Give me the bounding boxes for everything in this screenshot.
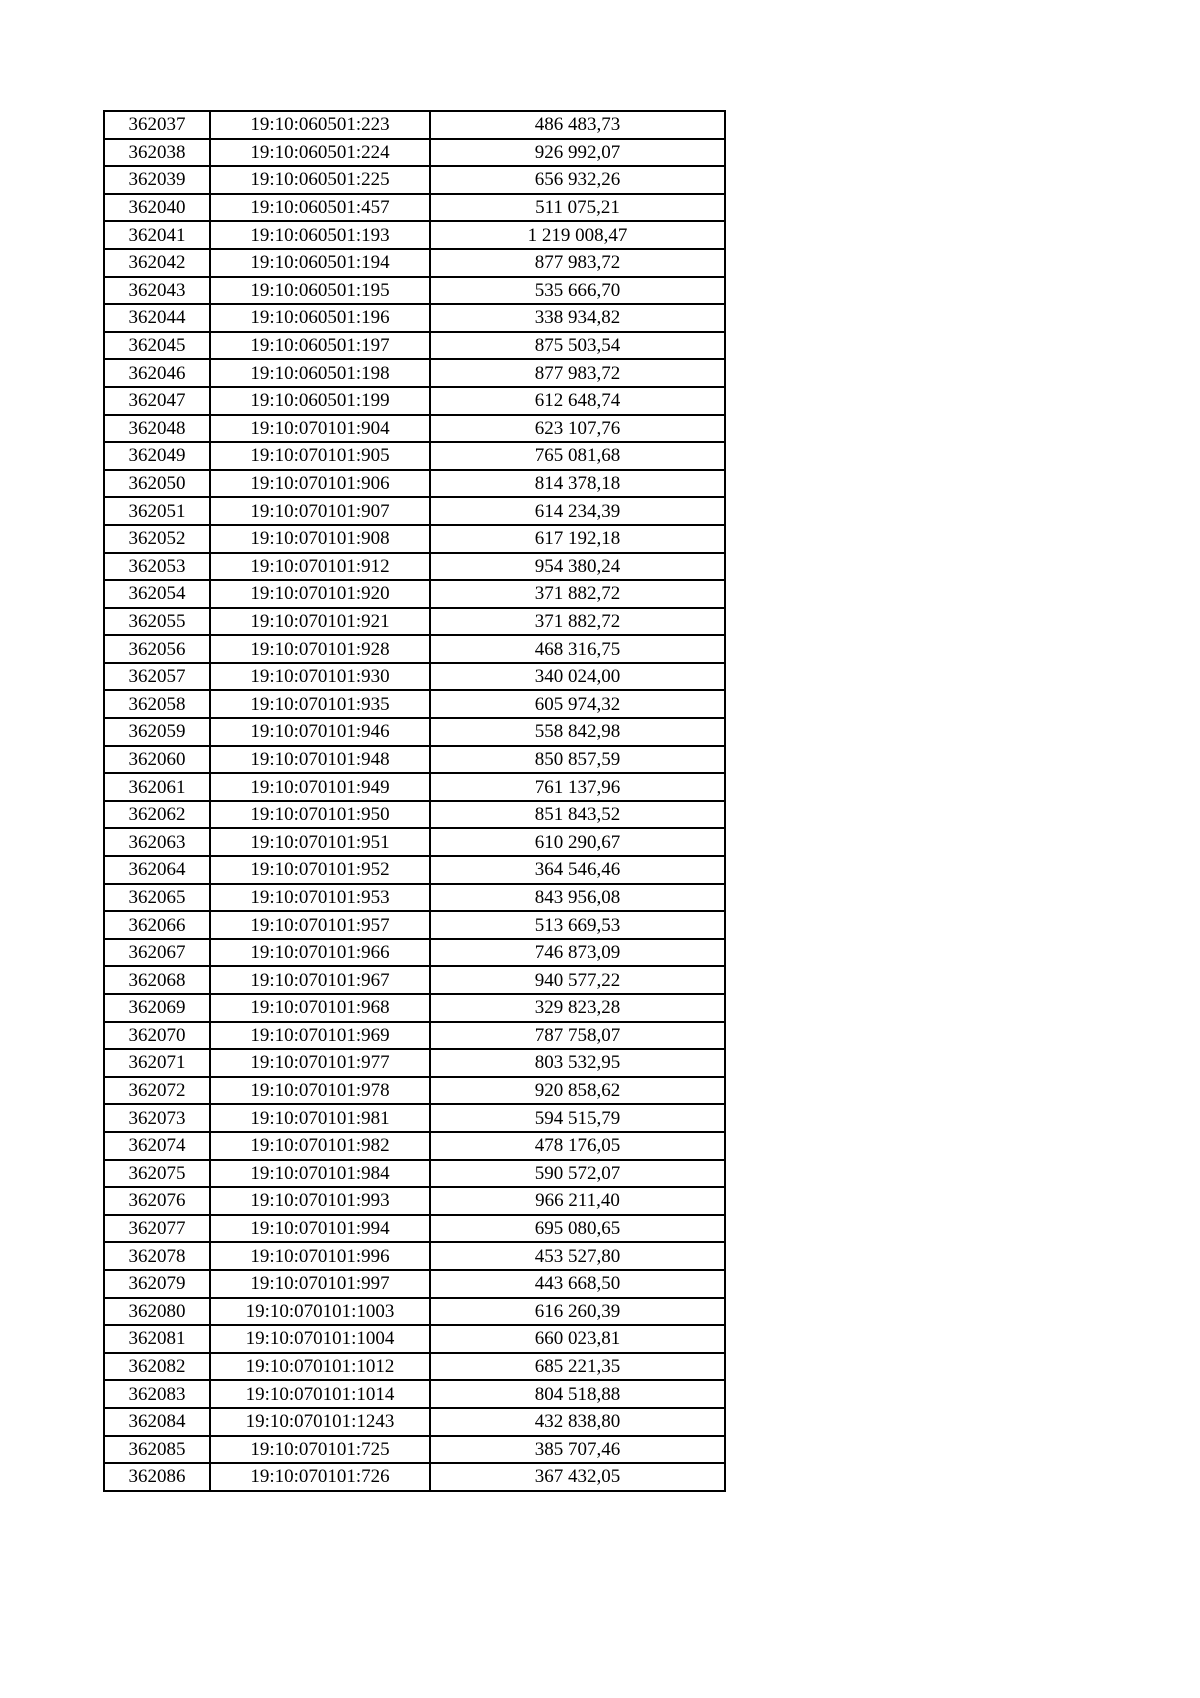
cadastral-number-cell: 19:10:070101:930 — [210, 663, 430, 691]
table-row — [104, 663, 725, 691]
cadastral-number-cell: 19:10:070101:726 — [210, 1463, 430, 1491]
value-cell: 511 075,21 — [430, 194, 725, 222]
cadastral-number-cell: 19:10:070101:904 — [210, 415, 430, 443]
table-row — [104, 1270, 725, 1298]
value-cell: 558 842,98 — [430, 718, 725, 746]
table-row — [104, 470, 725, 498]
table-row — [104, 194, 725, 222]
cadastral-number-cell: 19:10:070101:968 — [210, 994, 430, 1022]
value-cell: 875 503,54 — [430, 332, 725, 360]
value-cell: 617 192,18 — [430, 525, 725, 553]
row-number-cell: 362085 — [104, 1436, 210, 1464]
row-number-cell: 362056 — [104, 635, 210, 663]
table-row — [104, 580, 725, 608]
value-cell: 590 572,07 — [430, 1160, 725, 1188]
table-row — [104, 1022, 725, 1050]
table-row — [104, 718, 725, 746]
table-row — [104, 1436, 725, 1464]
row-number-cell: 362071 — [104, 1049, 210, 1077]
row-number-cell: 362059 — [104, 718, 210, 746]
cadastral-number-cell: 19:10:070101:981 — [210, 1104, 430, 1132]
cadastral-number-cell: 19:10:070101:935 — [210, 690, 430, 718]
row-number-cell: 362043 — [104, 277, 210, 305]
cadastral-number-cell: 19:10:070101:921 — [210, 608, 430, 636]
value-cell: 371 882,72 — [430, 580, 725, 608]
table-row — [104, 801, 725, 829]
value-cell: 877 983,72 — [430, 359, 725, 387]
value-cell: 746 873,09 — [430, 939, 725, 967]
value-cell: 486 483,73 — [430, 111, 725, 139]
cadastral-value-table — [103, 110, 726, 1492]
row-number-cell: 362082 — [104, 1353, 210, 1381]
row-number-cell: 362081 — [104, 1325, 210, 1353]
row-number-cell: 362064 — [104, 856, 210, 884]
row-number-cell: 362080 — [104, 1298, 210, 1326]
row-number-cell: 362054 — [104, 580, 210, 608]
cadastral-number-cell: 19:10:070101:978 — [210, 1077, 430, 1105]
value-cell: 614 234,39 — [430, 497, 725, 525]
table-row — [104, 1353, 725, 1381]
row-number-cell: 362065 — [104, 884, 210, 912]
table-row — [104, 1215, 725, 1243]
table-row — [104, 966, 725, 994]
value-cell: 443 668,50 — [430, 1270, 725, 1298]
table-row — [104, 911, 725, 939]
row-number-cell: 362078 — [104, 1242, 210, 1270]
cadastral-number-cell: 19:10:070101:952 — [210, 856, 430, 884]
table-row — [104, 828, 725, 856]
row-number-cell: 362049 — [104, 442, 210, 470]
value-cell: 966 211,40 — [430, 1187, 725, 1215]
value-cell: 385 707,46 — [430, 1436, 725, 1464]
value-cell: 453 527,80 — [430, 1242, 725, 1270]
cadastral-number-cell: 19:10:060501:199 — [210, 387, 430, 415]
value-cell: 954 380,24 — [430, 553, 725, 581]
table-row — [104, 221, 725, 249]
table-row — [104, 249, 725, 277]
row-number-cell: 362047 — [104, 387, 210, 415]
cadastral-number-cell: 19:10:070101:953 — [210, 884, 430, 912]
row-number-cell: 362084 — [104, 1408, 210, 1436]
cadastral-number-cell: 19:10:070101:946 — [210, 718, 430, 746]
table-row — [104, 856, 725, 884]
value-cell: 843 956,08 — [430, 884, 725, 912]
row-number-cell: 362062 — [104, 801, 210, 829]
table-row — [104, 1049, 725, 1077]
value-cell: 605 974,32 — [430, 690, 725, 718]
value-cell: 535 666,70 — [430, 277, 725, 305]
row-number-cell: 362053 — [104, 553, 210, 581]
row-number-cell: 362046 — [104, 359, 210, 387]
value-cell: 367 432,05 — [430, 1463, 725, 1491]
cadastral-number-cell: 19:10:070101:908 — [210, 525, 430, 553]
table-row — [104, 1408, 725, 1436]
value-cell: 803 532,95 — [430, 1049, 725, 1077]
row-number-cell: 362060 — [104, 746, 210, 774]
row-number-cell: 362066 — [104, 911, 210, 939]
table-row — [104, 635, 725, 663]
cadastral-number-cell: 19:10:070101:928 — [210, 635, 430, 663]
cadastral-number-cell: 19:10:070101:949 — [210, 773, 430, 801]
value-cell: 594 515,79 — [430, 1104, 725, 1132]
row-number-cell: 362074 — [104, 1132, 210, 1160]
cadastral-number-cell: 19:10:070101:907 — [210, 497, 430, 525]
cadastral-number-cell: 19:10:060501:198 — [210, 359, 430, 387]
cadastral-number-cell: 19:10:070101:1012 — [210, 1353, 430, 1381]
value-cell: 623 107,76 — [430, 415, 725, 443]
cadastral-number-cell: 19:10:060501:225 — [210, 166, 430, 194]
row-number-cell: 362055 — [104, 608, 210, 636]
row-number-cell: 362044 — [104, 304, 210, 332]
table-row — [104, 1104, 725, 1132]
table-row — [104, 1380, 725, 1408]
table-row — [104, 1242, 725, 1270]
cadastral-number-cell: 19:10:070101:993 — [210, 1187, 430, 1215]
table-row — [104, 304, 725, 332]
cadastral-number-cell: 19:10:070101:951 — [210, 828, 430, 856]
value-cell: 660 023,81 — [430, 1325, 725, 1353]
row-number-cell: 362073 — [104, 1104, 210, 1132]
table-row — [104, 497, 725, 525]
value-cell: 340 024,00 — [430, 663, 725, 691]
value-cell: 338 934,82 — [430, 304, 725, 332]
value-cell: 787 758,07 — [430, 1022, 725, 1050]
row-number-cell: 362040 — [104, 194, 210, 222]
row-number-cell: 362075 — [104, 1160, 210, 1188]
value-cell: 432 838,80 — [430, 1408, 725, 1436]
table-row — [104, 1187, 725, 1215]
table-row — [104, 359, 725, 387]
cadastral-number-cell: 19:10:070101:996 — [210, 1242, 430, 1270]
table-row — [104, 387, 725, 415]
row-number-cell: 362083 — [104, 1380, 210, 1408]
row-number-cell: 362041 — [104, 221, 210, 249]
value-cell: 616 260,39 — [430, 1298, 725, 1326]
cadastral-number-cell: 19:10:070101:957 — [210, 911, 430, 939]
row-number-cell: 362051 — [104, 497, 210, 525]
table-row — [104, 1160, 725, 1188]
value-cell: 920 858,62 — [430, 1077, 725, 1105]
cadastral-number-cell: 19:10:070101:994 — [210, 1215, 430, 1243]
row-number-cell: 362058 — [104, 690, 210, 718]
value-cell: 612 648,74 — [430, 387, 725, 415]
value-cell: 1 219 008,47 — [430, 221, 725, 249]
table-row — [104, 111, 725, 139]
table-row — [104, 690, 725, 718]
cadastral-number-cell: 19:10:060501:224 — [210, 139, 430, 167]
value-cell: 329 823,28 — [430, 994, 725, 1022]
table-row — [104, 884, 725, 912]
row-number-cell: 362069 — [104, 994, 210, 1022]
value-cell: 695 080,65 — [430, 1215, 725, 1243]
row-number-cell: 362048 — [104, 415, 210, 443]
value-cell: 940 577,22 — [430, 966, 725, 994]
cadastral-number-cell: 19:10:060501:195 — [210, 277, 430, 305]
table-row — [104, 1077, 725, 1105]
table-row — [104, 939, 725, 967]
row-number-cell: 362072 — [104, 1077, 210, 1105]
row-number-cell: 362076 — [104, 1187, 210, 1215]
value-cell: 850 857,59 — [430, 746, 725, 774]
cadastral-number-cell: 19:10:070101:1014 — [210, 1380, 430, 1408]
table-row — [104, 746, 725, 774]
value-cell: 513 669,53 — [430, 911, 725, 939]
cadastral-number-cell: 19:10:060501:194 — [210, 249, 430, 277]
table-body — [104, 111, 725, 1491]
cadastral-number-cell: 19:10:070101:997 — [210, 1270, 430, 1298]
value-cell: 851 843,52 — [430, 801, 725, 829]
value-cell: 468 316,75 — [430, 635, 725, 663]
cadastral-number-cell: 19:10:060501:223 — [210, 111, 430, 139]
value-cell: 761 137,96 — [430, 773, 725, 801]
cadastral-number-cell: 19:10:070101:966 — [210, 939, 430, 967]
cadastral-number-cell: 19:10:070101:967 — [210, 966, 430, 994]
table-row — [104, 1298, 725, 1326]
row-number-cell: 362045 — [104, 332, 210, 360]
table-row — [104, 1463, 725, 1491]
value-cell: 926 992,07 — [430, 139, 725, 167]
cadastral-number-cell: 19:10:060501:197 — [210, 332, 430, 360]
cadastral-number-cell: 19:10:070101:948 — [210, 746, 430, 774]
cadastral-number-cell: 19:10:060501:193 — [210, 221, 430, 249]
row-number-cell: 362061 — [104, 773, 210, 801]
table-row — [104, 139, 725, 167]
row-number-cell: 362086 — [104, 1463, 210, 1491]
cadastral-number-cell: 19:10:070101:905 — [210, 442, 430, 470]
row-number-cell: 362063 — [104, 828, 210, 856]
cadastral-number-cell: 19:10:070101:1004 — [210, 1325, 430, 1353]
cadastral-number-cell: 19:10:070101:906 — [210, 470, 430, 498]
row-number-cell: 362037 — [104, 111, 210, 139]
cadastral-number-cell: 19:10:070101:1003 — [210, 1298, 430, 1326]
value-cell: 656 932,26 — [430, 166, 725, 194]
table-row — [104, 608, 725, 636]
cadastral-number-cell: 19:10:070101:984 — [210, 1160, 430, 1188]
value-cell: 371 882,72 — [430, 608, 725, 636]
table-row — [104, 442, 725, 470]
table-row — [104, 415, 725, 443]
value-cell: 877 983,72 — [430, 249, 725, 277]
value-cell: 804 518,88 — [430, 1380, 725, 1408]
cadastral-number-cell: 19:10:070101:912 — [210, 553, 430, 581]
table-row — [104, 332, 725, 360]
cadastral-number-cell: 19:10:070101:982 — [210, 1132, 430, 1160]
table-row — [104, 1325, 725, 1353]
row-number-cell: 362052 — [104, 525, 210, 553]
row-number-cell: 362050 — [104, 470, 210, 498]
cadastral-number-cell: 19:10:070101:950 — [210, 801, 430, 829]
value-cell: 685 221,35 — [430, 1353, 725, 1381]
cadastral-number-cell: 19:10:070101:1243 — [210, 1408, 430, 1436]
row-number-cell: 362039 — [104, 166, 210, 194]
row-number-cell: 362067 — [104, 939, 210, 967]
table-row — [104, 773, 725, 801]
value-cell: 765 081,68 — [430, 442, 725, 470]
cadastral-number-cell: 19:10:070101:969 — [210, 1022, 430, 1050]
value-cell: 814 378,18 — [430, 470, 725, 498]
cadastral-number-cell: 19:10:070101:725 — [210, 1436, 430, 1464]
table-row — [104, 553, 725, 581]
row-number-cell: 362038 — [104, 139, 210, 167]
row-number-cell: 362079 — [104, 1270, 210, 1298]
value-cell: 610 290,67 — [430, 828, 725, 856]
row-number-cell: 362068 — [104, 966, 210, 994]
row-number-cell: 362042 — [104, 249, 210, 277]
cadastral-number-cell: 19:10:070101:977 — [210, 1049, 430, 1077]
table-row — [104, 525, 725, 553]
row-number-cell: 362077 — [104, 1215, 210, 1243]
table-row — [104, 1132, 725, 1160]
row-number-cell: 362057 — [104, 663, 210, 691]
value-cell: 364 546,46 — [430, 856, 725, 884]
table-row — [104, 994, 725, 1022]
cadastral-number-cell: 19:10:060501:457 — [210, 194, 430, 222]
table-row — [104, 166, 725, 194]
value-cell: 478 176,05 — [430, 1132, 725, 1160]
cadastral-number-cell: 19:10:060501:196 — [210, 304, 430, 332]
row-number-cell: 362070 — [104, 1022, 210, 1050]
cadastral-number-cell: 19:10:070101:920 — [210, 580, 430, 608]
table-row — [104, 277, 725, 305]
